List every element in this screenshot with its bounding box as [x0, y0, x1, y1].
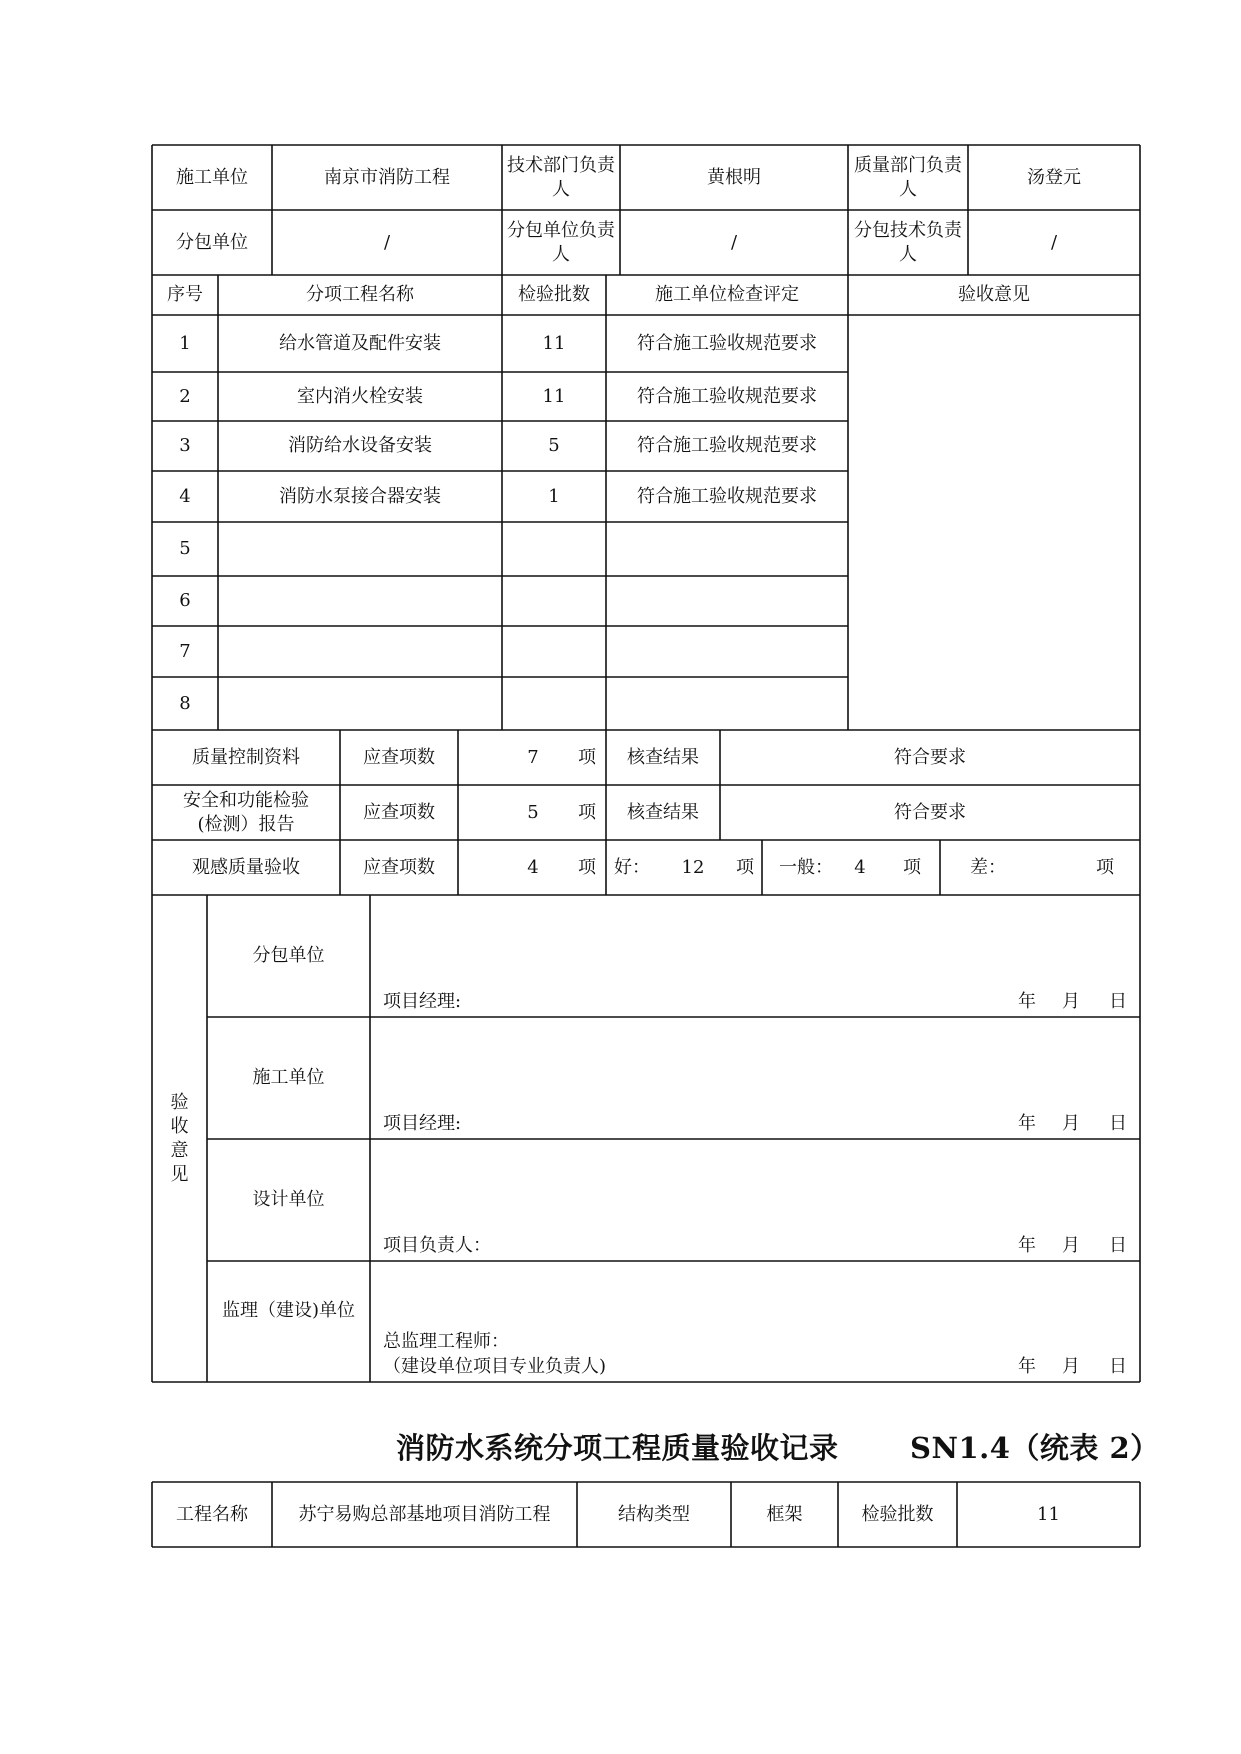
page-title: 消防水系统分项工程质量验收记录 — [396, 1431, 839, 1465]
quality-docs-result: 符合要求 — [894, 746, 966, 768]
party-design-signer: 项目负责人： — [383, 1235, 491, 1256]
quality-head-value: 汤登元 — [1027, 166, 1081, 188]
subcontract-head-label: 分包单位负责人 — [507, 219, 615, 265]
form-code: SN1.4（统表 2） — [910, 1431, 1160, 1465]
party-design-unit: 设计单位 — [252, 1189, 325, 1210]
col-header-name: 分项工程名称 — [306, 284, 414, 305]
row-name: 给水管道及配件安装 — [279, 332, 441, 354]
date-year: 年 — [1018, 991, 1036, 1012]
quality-docs-unit: 项 — [578, 746, 596, 768]
tech-head-value: 黄根明 — [707, 166, 761, 188]
appearance-general: 4 — [854, 856, 866, 878]
row-batches: 5 — [548, 435, 560, 456]
acceptance-char: 验 — [170, 1091, 189, 1113]
batch-value: 11 — [1037, 1503, 1060, 1525]
safety-label — [152, 785, 340, 840]
safety-unit: 项 — [578, 801, 596, 823]
row-no: 4 — [179, 485, 191, 507]
subcontract-tech-value: / — [1050, 231, 1058, 253]
quality-docs-count-label: 应查项数 — [363, 746, 435, 768]
row-name: 室内消火栓安装 — [297, 385, 423, 407]
party-subcontract-unit: 分包单位 — [252, 945, 325, 966]
row-no: 2 — [179, 385, 191, 407]
date-day: 日 — [1109, 991, 1127, 1012]
appearance-good: 12 — [681, 856, 705, 878]
party-supervision-unit: 监理（建设)单位 — [221, 1300, 356, 1321]
structure-value: 框架 — [766, 1503, 803, 1525]
row-batches: 11 — [542, 332, 566, 354]
appearance-good-unit: 项 — [736, 856, 754, 878]
date-month: 月 — [1062, 991, 1080, 1012]
party-construction-unit: 施工单位 — [252, 1067, 325, 1088]
row-no: 6 — [179, 590, 191, 611]
appearance-unit: 项 — [578, 856, 596, 878]
date-day: 日 — [1109, 1113, 1127, 1134]
subcontract-unit-label: 分包单位 — [176, 231, 248, 253]
construction-unit-value: 南京市消防工程 — [324, 166, 450, 188]
date-year: 年 — [1018, 1113, 1036, 1134]
row-no: 8 — [179, 692, 191, 714]
batch-label: 检验批数 — [861, 1503, 934, 1525]
col-header-acceptance: 验收意见 — [958, 284, 1030, 305]
acceptance-section-label — [152, 895, 207, 1382]
party-supervision-signer-alt: （建设单位项目专业负责人) — [383, 1356, 607, 1377]
appearance-poor — [1020, 840, 1080, 895]
row-assessment: 符合施工验收规范要求 — [637, 385, 817, 407]
date-day: 日 — [1109, 1235, 1127, 1256]
col-header-assessment: 施工单位检查评定 — [655, 284, 799, 305]
row-no: 3 — [179, 435, 191, 456]
acceptance-char: 意 — [170, 1139, 189, 1161]
structure-label: 结构类型 — [618, 1503, 690, 1525]
safety-label-line2: (检测）报告 — [197, 813, 295, 835]
row-no: 5 — [179, 538, 191, 559]
appearance-label: 观感质量验收 — [192, 856, 300, 878]
party-subcontract-signer: 项目经理: — [383, 991, 462, 1012]
safety-count-label: 应查项数 — [363, 801, 435, 823]
row-assessment: 符合施工验收规范要求 — [637, 435, 817, 456]
row-assessment: 符合施工验收规范要求 — [637, 332, 817, 354]
col-header-batches: 检验批数 — [518, 284, 590, 305]
date-month: 月 — [1062, 1235, 1080, 1256]
party-supervision-signer: 总监理工程师： — [383, 1331, 509, 1352]
construction-unit-label: 施工单位 — [176, 166, 248, 188]
col-header-no: 序号 — [167, 284, 203, 305]
row-assessment: 符合施工验收规范要求 — [637, 485, 817, 507]
appearance-poor-label: 差： — [970, 856, 1006, 878]
tech-head-label: 技术部门负责人 — [507, 154, 615, 200]
date-day: 日 — [1109, 1356, 1127, 1377]
row-no: 1 — [179, 332, 191, 354]
appearance-general-unit: 项 — [903, 856, 921, 878]
safety-count: 5 — [527, 801, 539, 823]
row-name: 消防给水设备安装 — [288, 435, 432, 456]
quality-docs-result-label: 核查结果 — [627, 746, 699, 768]
party-construction-signer: 项目经理: — [383, 1113, 462, 1134]
row-batches: 11 — [542, 385, 566, 407]
appearance-count-label: 应查项数 — [363, 856, 435, 878]
acceptance-char: 收 — [170, 1115, 189, 1137]
quality-head-label: 质量部门负责人 — [854, 154, 962, 200]
acceptance-char: 见 — [170, 1163, 189, 1185]
project-name-label: 工程名称 — [176, 1503, 248, 1525]
row-name: 消防水泵接合器安装 — [279, 485, 441, 507]
subcontract-head-value: / — [730, 231, 738, 253]
project-name-value: 苏宁易购总部基地项目消防工程 — [298, 1503, 551, 1525]
row-batches: 1 — [548, 485, 560, 507]
date-month: 月 — [1062, 1356, 1080, 1377]
quality-docs-label: 质量控制资料 — [192, 746, 300, 768]
quality-docs-count: 7 — [527, 746, 539, 768]
subcontract-tech-label: 分包技术负责人 — [854, 219, 962, 265]
row-no: 7 — [179, 640, 191, 662]
appearance-poor-unit: 项 — [1096, 856, 1114, 878]
safety-result: 符合要求 — [894, 801, 966, 823]
subcontract-unit-value: / — [383, 231, 391, 253]
safety-label-line1: 安全和功能检验 — [183, 789, 309, 811]
appearance-count: 4 — [527, 856, 539, 878]
date-month: 月 — [1062, 1113, 1080, 1134]
safety-result-label: 核查结果 — [627, 801, 699, 823]
date-year: 年 — [1018, 1356, 1036, 1377]
date-year: 年 — [1018, 1235, 1036, 1256]
appearance-general-label: 一般： — [779, 856, 833, 878]
appearance-good-label: 好： — [614, 856, 650, 878]
